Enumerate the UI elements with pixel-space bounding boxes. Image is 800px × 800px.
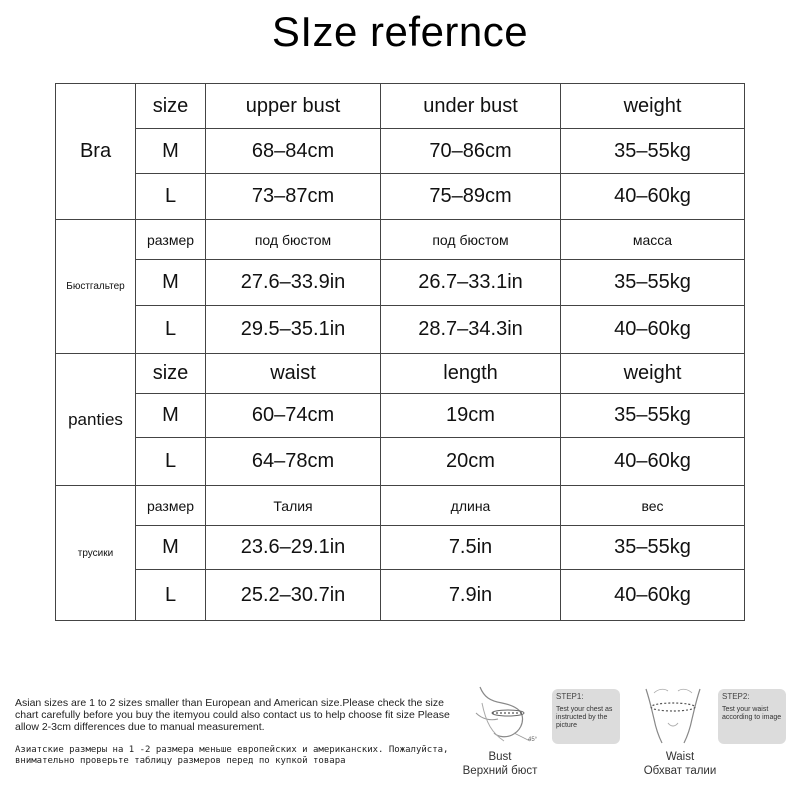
header-size: size: [136, 354, 206, 394]
table-row: [56, 306, 745, 354]
step2-title: STEP2:: [722, 692, 750, 701]
table-row: [56, 129, 745, 174]
header-length: length: [381, 354, 561, 394]
table-row: [56, 438, 745, 486]
value-cell: 40–60kg: [561, 570, 745, 621]
step2-card: [718, 689, 786, 744]
header-size: размер: [136, 220, 206, 260]
value-cell: 19cm: [381, 394, 561, 438]
table-row: [56, 526, 745, 570]
waist-measure-illustration: [628, 683, 718, 745]
bust-measure-illustration: [462, 683, 547, 745]
value-cell: 73–87cm: [206, 174, 381, 220]
size-note-russian: Азиатские размеры на 1 -2 размера меньше европейских и американских. Пожалуйста, внимательно проверьте таблицу размеров перед по купкой товара: [15, 745, 449, 766]
value-cell: 60–74cm: [206, 394, 381, 438]
size-cell: L: [136, 306, 206, 354]
table-row: [56, 220, 745, 260]
header-waist: waist: [206, 354, 381, 394]
size-cell: M: [136, 129, 206, 174]
header-under-bust: под бюстом: [381, 220, 561, 260]
header-length: длина: [381, 486, 561, 526]
bust-caption-ru: Верхний бюст: [462, 765, 538, 777]
table-row: [56, 260, 745, 306]
header-weight: масса: [561, 220, 745, 260]
value-cell: 40–60kg: [561, 438, 745, 486]
waist-caption-en: Waist: [665, 751, 695, 763]
step2-text: Test your waist according to image: [722, 706, 782, 721]
group-label-bra: Bra: [56, 84, 136, 220]
table-row: [56, 570, 745, 621]
size-cell: M: [136, 260, 206, 306]
size-cell: M: [136, 526, 206, 570]
value-cell: 7.9in: [381, 570, 561, 621]
header-weight: weight: [561, 354, 745, 394]
header-size: size: [136, 84, 206, 129]
value-cell: 70–86cm: [381, 129, 561, 174]
angle-label: 45°: [528, 737, 538, 743]
size-cell: L: [136, 174, 206, 220]
step1-card: [552, 689, 620, 744]
value-cell: 27.6–33.9in: [206, 260, 381, 306]
value-cell: 64–78cm: [206, 438, 381, 486]
value-cell: 40–60kg: [561, 306, 745, 354]
size-chart-table: [55, 83, 745, 621]
value-cell: 68–84cm: [206, 129, 381, 174]
header-upper-bust: под бюстом: [206, 220, 381, 260]
bust-caption: [445, 750, 555, 778]
value-cell: 7.5in: [381, 526, 561, 570]
header-weight: weight: [561, 84, 745, 129]
value-cell: 25.2–30.7in: [206, 570, 381, 621]
header-weight: вес: [561, 486, 745, 526]
value-cell: 26.7–33.1in: [381, 260, 561, 306]
size-cell: L: [136, 570, 206, 621]
size-cell: M: [136, 394, 206, 438]
waist-caption: [625, 750, 735, 778]
waist-caption-ru: Обхват талии: [643, 765, 717, 777]
value-cell: 28.7–34.3in: [381, 306, 561, 354]
value-cell: 20cm: [381, 438, 561, 486]
value-cell: 35–55kg: [561, 260, 745, 306]
group-label-bra-ru: Бюстгальтер: [56, 220, 136, 354]
table-row: [56, 84, 745, 129]
header-under-bust: under bust: [381, 84, 561, 129]
group-label-panties-ru: трусики: [56, 486, 136, 621]
table-row: [56, 174, 745, 220]
table-row: [56, 486, 745, 526]
size-cell: L: [136, 438, 206, 486]
step1-text: Test your chest as instructed by the picture: [556, 706, 613, 729]
value-cell: 23.6–29.1in: [206, 526, 381, 570]
table-row: [56, 394, 745, 438]
step1-title: STEP1:: [556, 692, 584, 701]
header-size: размер: [136, 486, 206, 526]
header-upper-bust: upper bust: [206, 84, 381, 129]
value-cell: 35–55kg: [561, 129, 745, 174]
value-cell: 29.5–35.1in: [206, 306, 381, 354]
header-waist: Талия: [206, 486, 381, 526]
size-note-english: Asian sizes are 1 to 2 sizes smaller than European and American size.Please check the size chart carefully before you buy the itemyou could also contact us to help choose fit size Please allow 2-3cm differences due to manual measurement.: [15, 697, 450, 733]
group-label-panties: panties: [56, 354, 136, 486]
value-cell: 35–55kg: [561, 394, 745, 438]
table-row: [56, 354, 745, 394]
value-cell: 35–55kg: [561, 526, 745, 570]
page-title: SIze refernce: [271, 8, 529, 55]
value-cell: 40–60kg: [561, 174, 745, 220]
value-cell: 75–89cm: [381, 174, 561, 220]
bust-caption-en: Bust: [488, 751, 512, 763]
